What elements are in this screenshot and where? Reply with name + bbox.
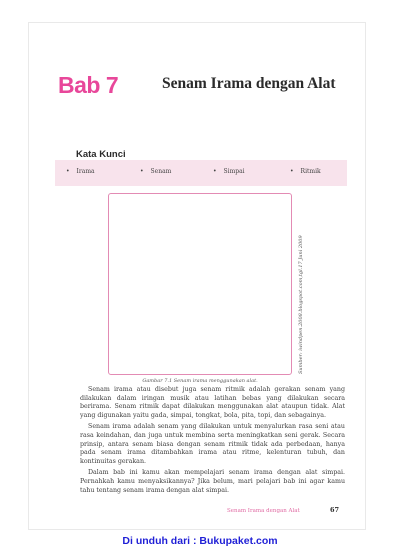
keyword-label: Ritmik xyxy=(300,168,321,175)
bullet-icon: • xyxy=(66,168,70,175)
figure-source: Sumber: iwindpen.2008.blogspot.com,tgl.17 Juni 2009 xyxy=(298,235,304,374)
keywords-heading: Kata Kunci xyxy=(76,149,126,160)
keyword-item xyxy=(66,168,95,175)
keyword-label: Senam xyxy=(150,168,172,175)
keyword-label: Irama xyxy=(76,168,95,175)
footer-title: Senam Irama dengan Alat xyxy=(227,508,300,514)
body-text xyxy=(80,386,345,498)
keyword-label: Simpai xyxy=(223,168,245,175)
chapter-number: Bab 7 xyxy=(58,72,119,98)
keyword-item xyxy=(213,168,245,175)
keyword-item xyxy=(290,168,321,175)
bullet-icon: • xyxy=(213,168,217,175)
bullet-icon: • xyxy=(290,168,294,175)
figure-image xyxy=(108,193,292,375)
page-number: 67 xyxy=(330,506,340,514)
figure-caption: Gambar 7.1 Senam irama menggunakan alat. xyxy=(142,378,258,384)
bullet-icon: • xyxy=(140,168,144,175)
paragraph: Dalam bab ini kamu akan mempelajari senam irama dengan alat simpai. Pernahkah kamu menyaksikannya? Jika belum, mari pelajari bab ini agar kamu tahu tentang senam irama dengan alat simpai. xyxy=(80,469,345,494)
paragraph: Senam irama adalah senam yang dilakukan untuk menyalurkan rasa seni atau rasa keindahan, dan juga untuk membina serta meningkatkan seni gerak. Secara prinsip, antara senam biasa dengan senam ritmik tidak ada perbedaan, hanya pada senam irama ditambahkan irama atau ritme, kelenturan tubuh, dan kontinuitas gerakan. xyxy=(80,423,345,465)
keyword-item xyxy=(140,168,171,175)
chapter-title: Senam Irama dengan Alat xyxy=(162,75,336,92)
download-source-link[interactable]: Di unduh dari : Bukupaket.com xyxy=(122,535,278,547)
paragraph: Senam irama atau disebut juga senam ritmik adalah gerakan senam yang dilakukan dalam iringan musik atau latihan bebas yang dilakukan secara berirama. Senam ritmik dapat dilakukan menggunakan alat ataupun tidak. Alat yang digunakan yaitu gada, simpai, tongkat, bola, pita, topi, dan sebagainya. xyxy=(80,386,345,419)
